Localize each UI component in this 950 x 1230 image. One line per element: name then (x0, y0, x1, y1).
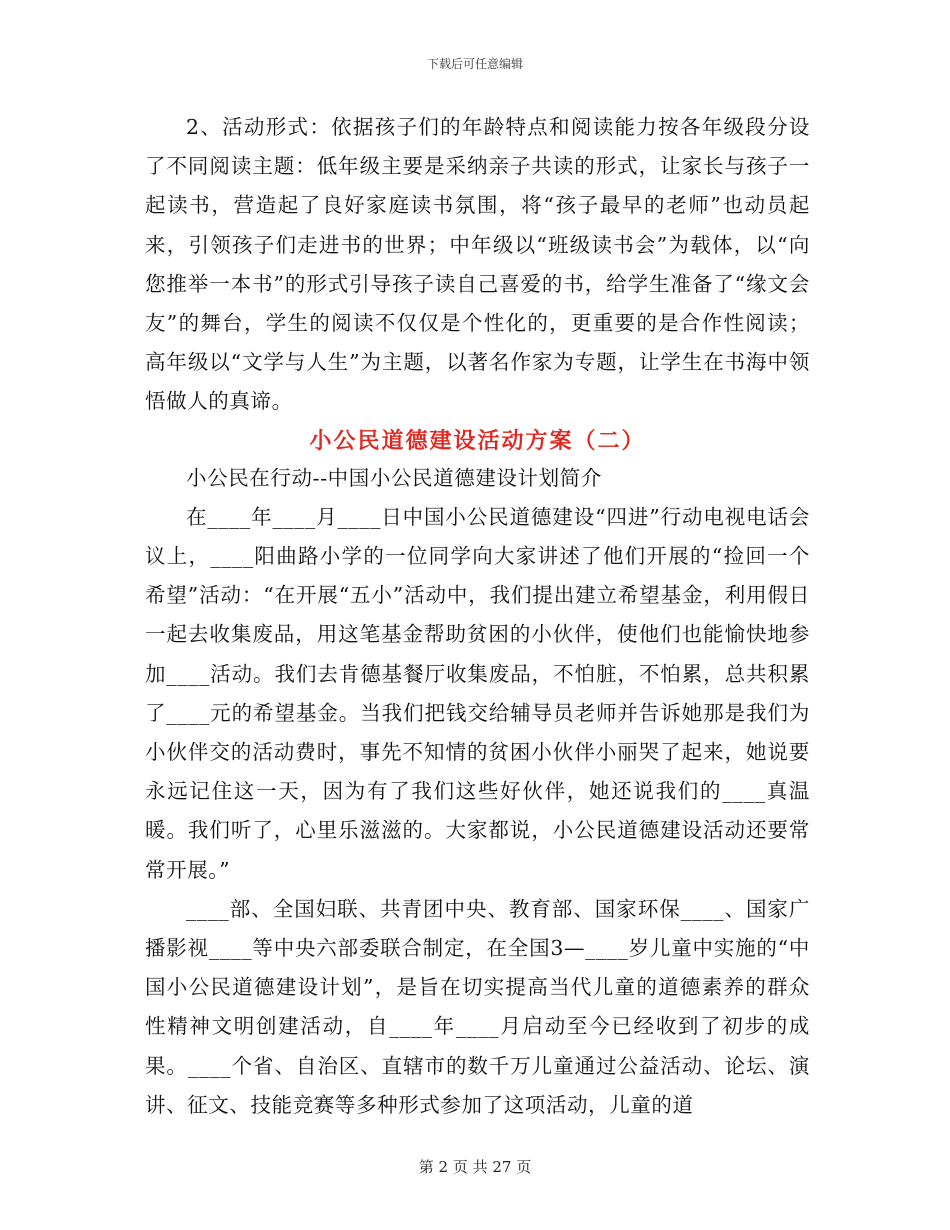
document-body (145, 108, 810, 1125)
header-note: 下载后可任意编辑 (426, 57, 523, 71)
paragraph-activity-format: 2、活动形式：依据孩子们的年龄特点和阅读能力按各年级段分设了不同阅读主题：低年级主要是采纳亲子共读的形式，让家长与孩子一起读书，营造起了良好家庭读书氛围，将“孩子最早的老师”也动员起来，引领孩子们走进书的世界；中年级以“班级读书会”为载体，以“向您推举一本书”的形式引导孩子读自己喜爱的书，给学生准备了“缘文会友”的舞台，学生的阅读不仅仅是个性化的，更重要的是合作性阅读；高年级以“文学与人生”为主题，以著名作家为专题，让学生在书海中领悟做人的真谛。 (145, 115, 810, 414)
section-subtitle: 小公民在行动--中国小公民道德建设计划简介 (186, 465, 602, 490)
section-title: 小公民道德建设活动方案（二） (309, 427, 646, 454)
paragraph-plan-intro: ____部、全国妇联、共青团中央、教育部、国家环保____、国家广播影视____等中央六部委联合制定，在全国3—____岁儿童中实施的“中国小公民道德建设计划”，是旨在切实提高当代儿童的道德素养的群众性精神文明创建活动，自____年____月启动至今已经收到了初步的成果。____个省、自治区、直辖市的数千万儿童通过公益活动、论坛、演讲、征文、技能竞赛等多种形式参加了这项活动，儿童的道 (145, 896, 810, 1117)
page-number: 第 2 页 共 27 页 (418, 1158, 532, 1176)
paragraph-story: 在____年____月____日中国小公民道德建设“四进”行动电视电话会议上，____阳曲路小学的一位同学向大家讲述了他们开展的“捡回一个希望”活动：“在开展“五小”活动中，我们提出建立希望基金，利用假日一起去收集废品，用这笔基金帮助贫困的小伙伴，使他们也能愉快地参加____活动。我们去肯德基餐厅收集废品，不怕脏，不怕累，总共积累了____元的希望基金。当我们把钱交给辅导员老师并告诉她那是我们为小伙伴交的活动费时，事先不知情的贫困小伙伴小丽哭了起来，她说要永远记住这一天，因为有了我们这些好伙伴，她还说我们的____真温暖。我们听了，心里乐滋滋的。大家都说，小公民道德建设活动还要常常开展。” (145, 504, 810, 882)
